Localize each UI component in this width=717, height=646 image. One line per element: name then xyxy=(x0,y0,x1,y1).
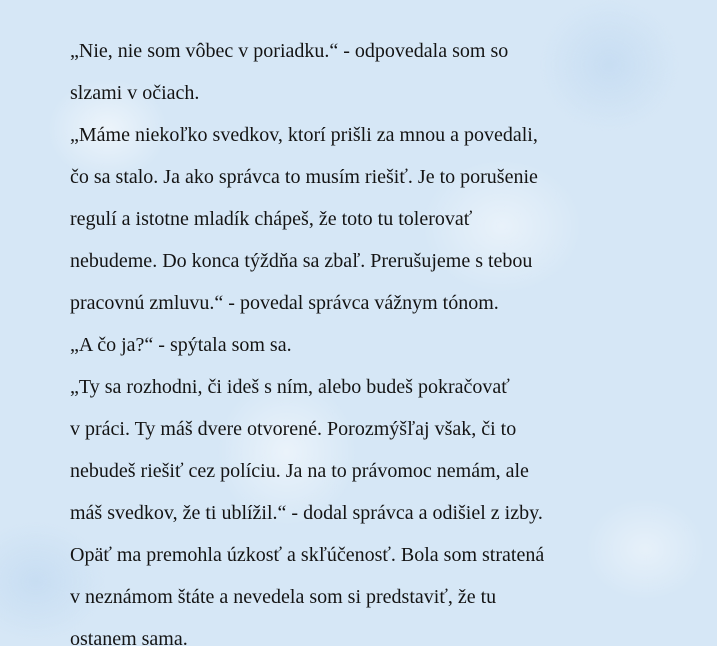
text-line: v neznámom štáte a nevedela som si predstaviť, že tu xyxy=(70,586,497,608)
story-text xyxy=(70,30,670,646)
text-line: nebudeme. Do konca týždňa sa zbaľ. Prerušujeme s tebou xyxy=(70,250,533,272)
text-line: ostanem sama. xyxy=(70,628,188,646)
text-line: nebudeš riešiť cez políciu. Ja na to právomoc nemám, ale xyxy=(70,460,529,482)
text-line: „A čo ja?“ - spýtala som sa. xyxy=(70,334,292,356)
text-line: pracovnú zmluvu.“ - povedal správca vážnym tónom. xyxy=(70,292,499,314)
text-line: máš svedkov, že ti ublížil.“ - dodal správca a odišiel z izby. xyxy=(70,502,543,524)
text-line: „Máme niekoľko svedkov, ktorí prišli za mnou a povedali, xyxy=(70,124,538,146)
text-line: Opäť ma premohla úzkosť a skľúčenosť. Bola som stratená xyxy=(70,544,545,566)
text-line: čo sa stalo. Ja ako správca to musím riešiť. Je to porušenie xyxy=(70,166,538,188)
text-line: regulí a istotne mladík chápeš, že toto tu tolerovať xyxy=(70,208,473,230)
text-line: v práci. Ty máš dvere otvorené. Porozmýšľaj však, či to xyxy=(70,418,517,440)
text-line: „Ty sa rozhodni, či ideš s ním, alebo budeš pokračovať xyxy=(70,376,510,398)
text-line: „Nie, nie som vôbec v poriadku.“ - odpovedala som so xyxy=(70,40,509,62)
text-line: slzami v očiach. xyxy=(70,82,200,104)
